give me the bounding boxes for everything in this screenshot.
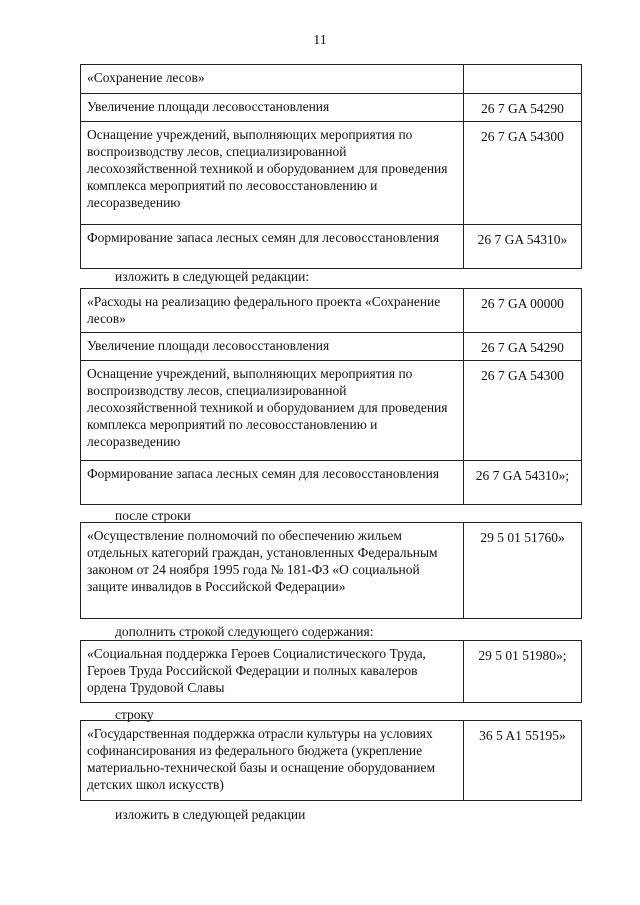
table-row xyxy=(81,65,582,94)
row-code: 29 5 01 51980»; xyxy=(464,641,582,703)
budget-table-new xyxy=(80,288,582,505)
table-row xyxy=(81,122,582,225)
table-row xyxy=(81,94,582,122)
table-row xyxy=(81,523,582,619)
instruction-label: дополнить строкой следующего содержания: xyxy=(115,624,374,639)
row-code: 26 7 GA 54300 xyxy=(464,361,582,461)
row-code xyxy=(464,65,582,94)
row-code: 26 7 GA 54310» xyxy=(464,225,582,269)
instruction-label: изложить в следующей редакции xyxy=(115,807,306,822)
row-text: «Сохранение лесов» xyxy=(81,65,464,94)
row-code: 26 7 GA 54310»; xyxy=(464,461,582,505)
row-code: 36 5 A1 55195» xyxy=(464,721,582,801)
table-row xyxy=(81,361,582,461)
row-text: Увеличение площади лесовосстановления xyxy=(81,333,464,361)
row-text: «Осуществление полномочий по обеспечению жильем отдельных категорий граждан, установленных Федеральным законом от 24 ноября 1995 года № 181-ФЗ «О социальной защите инвалидов в Российской Федерации» xyxy=(81,523,464,619)
row-code: 26 7 GA 54290 xyxy=(464,94,582,122)
instruction-label: строку xyxy=(115,707,154,722)
table-row xyxy=(81,289,582,333)
page-number: 11 xyxy=(313,33,327,48)
budget-table-after xyxy=(80,522,582,619)
table-row xyxy=(81,721,582,801)
instruction-label: изложить в следующей редакции: xyxy=(115,269,310,284)
budget-table-replace xyxy=(80,720,582,801)
row-text: «Государственная поддержка отрасли культуры на условиях софинансирования из федерального бюджета (укрепление материально-технической базы и оснащение оборудованием детских школ искусств) xyxy=(81,721,464,801)
row-code: 29 5 01 51760» xyxy=(464,523,582,619)
row-text: Оснащение учреждений, выполняющих мероприятия по воспроизводству лесов, специализированной лесохозяйственной техникой и оборудованием для проведения комплекса мероприятий по лесовосстановлению и лесоразведению xyxy=(81,361,464,461)
table-row xyxy=(81,225,582,269)
row-code: 26 7 GA 54290 xyxy=(464,333,582,361)
row-text: «Социальная поддержка Героев Социалистического Труда, Героев Труда Российской Федерации и полных кавалеров ордена Трудовой Славы xyxy=(81,641,464,703)
row-text: Формирование запаса лесных семян для лесовосстановления xyxy=(81,461,464,505)
row-text: Оснащение учреждений, выполняющих мероприятия по воспроизводству лесов, специализированной лесохозяйственной техникой и оборудованием для проведения комплекса мероприятий по лесовосстановлению и лесоразведению xyxy=(81,122,464,225)
row-text: Увеличение площади лесовосстановления xyxy=(81,94,464,122)
table-row xyxy=(81,461,582,505)
instruction-label: после строки xyxy=(115,508,191,523)
table-row xyxy=(81,641,582,703)
row-text: «Расходы на реализацию федерального проекта «Сохранение лесов» xyxy=(81,289,464,333)
budget-table-original xyxy=(80,64,582,269)
budget-table-addition xyxy=(80,640,582,703)
table-row xyxy=(81,333,582,361)
row-code: 26 7 GA 00000 xyxy=(464,289,582,333)
row-code: 26 7 GA 54300 xyxy=(464,122,582,225)
row-text: Формирование запаса лесных семян для лесовосстановления xyxy=(81,225,464,269)
